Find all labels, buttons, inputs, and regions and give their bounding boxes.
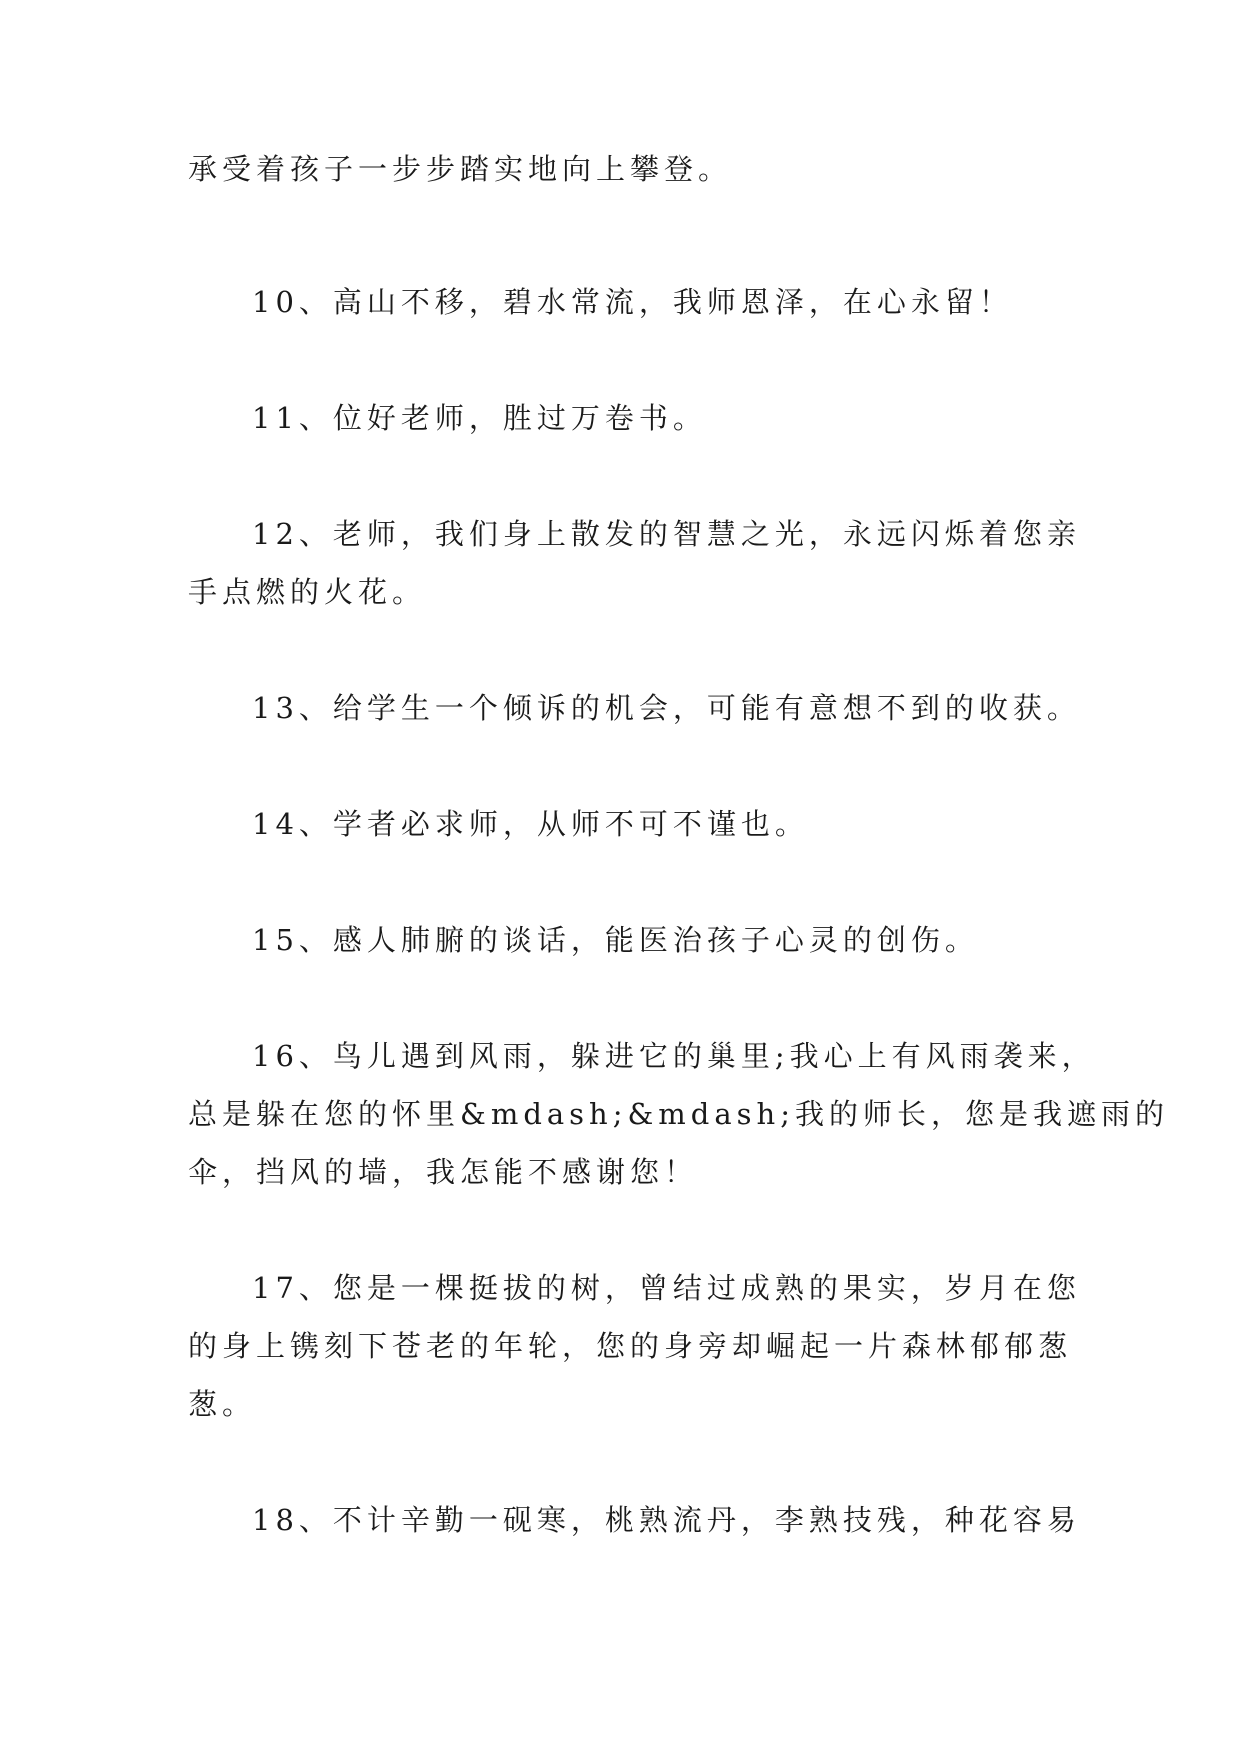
- text-line: 11、位好老师，胜过万卷书。: [252, 401, 707, 435]
- text-line: 16、鸟儿遇到风雨，躲进它的巢里;我心上有风雨袭来，: [252, 1039, 1096, 1073]
- text-line: 葱。: [188, 1387, 257, 1421]
- text-line: 手点燃的火花。: [188, 575, 427, 609]
- text-line: 13、给学生一个倾诉的机会，可能有意想不到的收获。: [252, 691, 1081, 725]
- text-line: 伞，挡风的墙，我怎能不感谢您！: [188, 1155, 699, 1189]
- text-line: 15、感人肺腑的谈话，能医治孩子心灵的创伤。: [252, 923, 979, 957]
- text-line: 总是躲在您的怀里&mdash;&mdash;我的师长，您是我遮雨的: [188, 1097, 1169, 1131]
- text-line: 承受着孩子一步步踏实地向上攀登。: [188, 152, 733, 186]
- text-line: 17、您是一棵挺拔的树，曾结过成熟的果实，岁月在您: [252, 1271, 1081, 1305]
- text-line: 12、老师，我们身上散发的智慧之光，永远闪烁着您亲: [252, 517, 1081, 551]
- text-line: 14、学者必求师，从师不可不谨也。: [252, 807, 809, 841]
- text-line: 的身上镌刻下苍老的年轮，您的身旁却崛起一片森林郁郁葱: [188, 1329, 1073, 1363]
- text-line: 18、不计辛勤一砚寒，桃熟流丹，李熟技残，种花容易: [252, 1503, 1081, 1537]
- text-line: 10、高山不移，碧水常流，我师恩泽，在心永留！: [252, 285, 1013, 319]
